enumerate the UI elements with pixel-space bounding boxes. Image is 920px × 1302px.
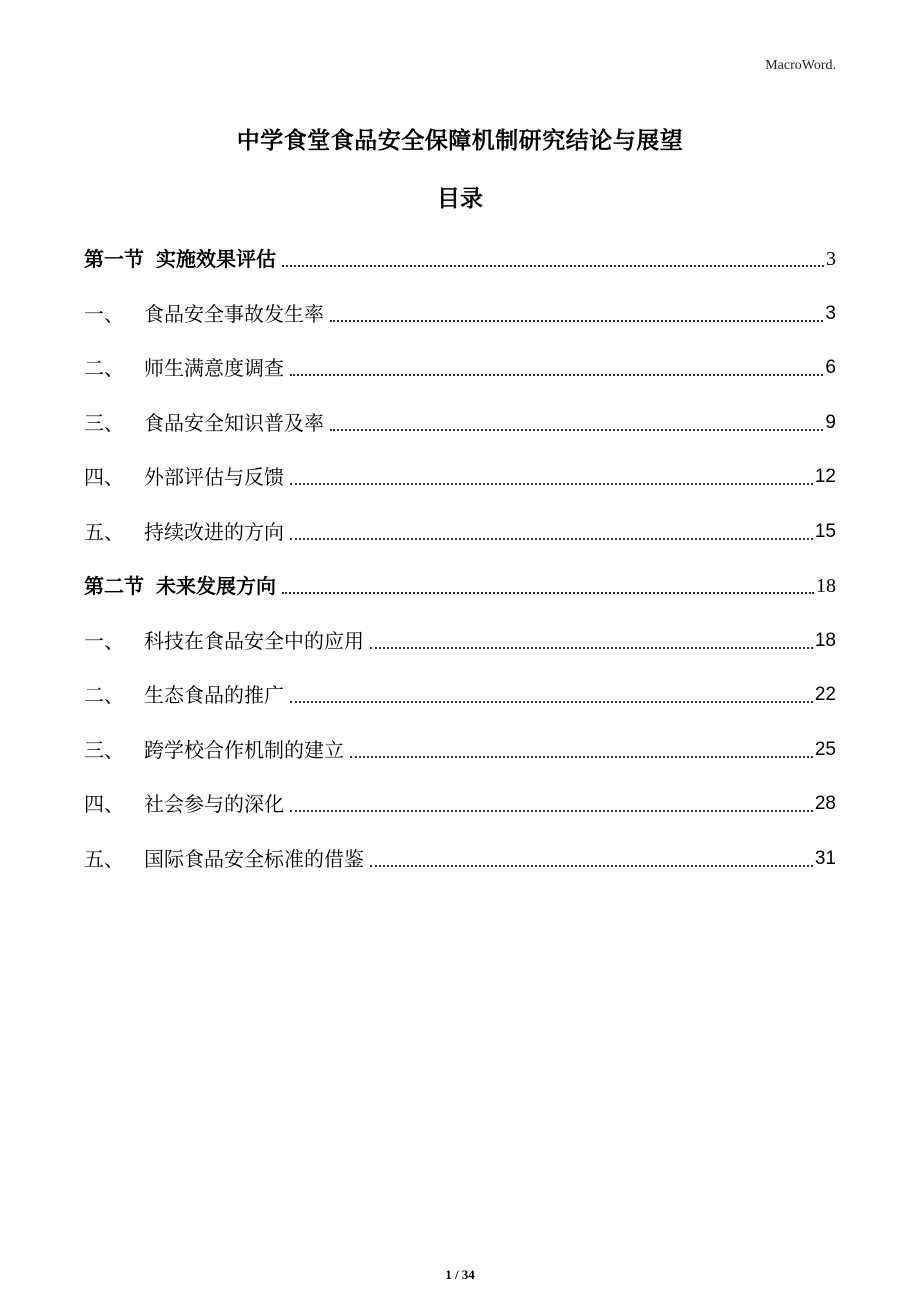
toc-item-number: 二、 [84,356,124,381]
toc-section-number: 第二节 [84,574,144,599]
dot-leader [290,483,813,485]
dot-leader [290,810,813,812]
toc-item-number: 三、 [84,737,124,762]
toc-item-number: 五、 [84,519,124,544]
toc-item[interactable] [84,341,836,396]
toc-section-2[interactable] [84,559,836,614]
toc-page-number: 31 [814,847,836,869]
toc-item-title: 社会参与的深化 [144,792,284,817]
document-title: 中学食堂食品安全保障机制研究结论与展望 [236,128,684,154]
toc-page-number: 12 [814,466,836,488]
toc-page-number: 15 [814,520,836,542]
toc-item-title: 食品安全事故发生率 [144,301,324,326]
toc-page-number: 18 [814,629,836,651]
toc-page-number: 9 [825,411,836,433]
toc-section-title: 未来发展方向 [156,574,276,599]
toc-page-number: 6 [825,357,836,379]
toc-item[interactable] [84,668,836,723]
page-indicator: 1 / 34 [445,1267,475,1282]
toc-page-number: 18 [816,575,836,598]
toc-section-title: 实施效果评估 [156,247,276,272]
toc-item[interactable] [84,396,836,451]
toc-item[interactable] [84,450,836,505]
toc-item-title: 持续改进的方向 [144,519,284,544]
toc-item[interactable] [84,832,836,887]
dot-leader [290,538,813,540]
toc-item-number: 三、 [84,410,124,435]
toc-item-title: 外部评估与反馈 [144,465,284,490]
toc-item-number: 四、 [84,792,124,817]
dot-leader [330,429,823,431]
toc-page-number: 3 [826,248,836,271]
toc-section-1[interactable] [84,232,836,287]
toc-item-title: 师生满意度调查 [144,356,284,381]
toc-page-number: 3 [825,302,836,324]
toc-page-number: 22 [814,684,836,706]
toc-item-title: 科技在食品安全中的应用 [144,628,364,653]
toc-item-number: 四、 [84,465,124,490]
dot-leader [282,592,814,594]
dot-leader [290,374,823,376]
toc-section-number: 第一节 [84,247,144,272]
toc-item[interactable] [84,777,836,832]
toc-item[interactable] [84,614,836,669]
toc-item-number: 二、 [84,683,124,708]
toc-item[interactable] [84,723,836,778]
dot-leader [350,756,813,758]
dot-leader [282,265,824,267]
toc-page-number: 25 [814,738,836,760]
toc-item-title: 生态食品的推广 [144,683,284,708]
dot-leader [370,647,813,649]
toc-heading: 目录 [437,186,483,212]
toc-item-title: 食品安全知识普及率 [144,410,324,435]
toc-item-title: 跨学校合作机制的建立 [144,737,344,762]
toc-item-number: 一、 [84,301,124,326]
header-brand: MacroWord. [765,58,836,73]
dot-leader [370,865,813,867]
toc-item-number: 一、 [84,628,124,653]
toc-item[interactable] [84,287,836,342]
toc-item-title: 国际食品安全标准的借鉴 [144,846,364,871]
dot-leader [290,701,813,703]
table-of-contents [84,232,836,886]
toc-page-number: 28 [814,793,836,815]
toc-item-number: 五、 [84,846,124,871]
dot-leader [330,320,823,322]
toc-item[interactable] [84,505,836,560]
